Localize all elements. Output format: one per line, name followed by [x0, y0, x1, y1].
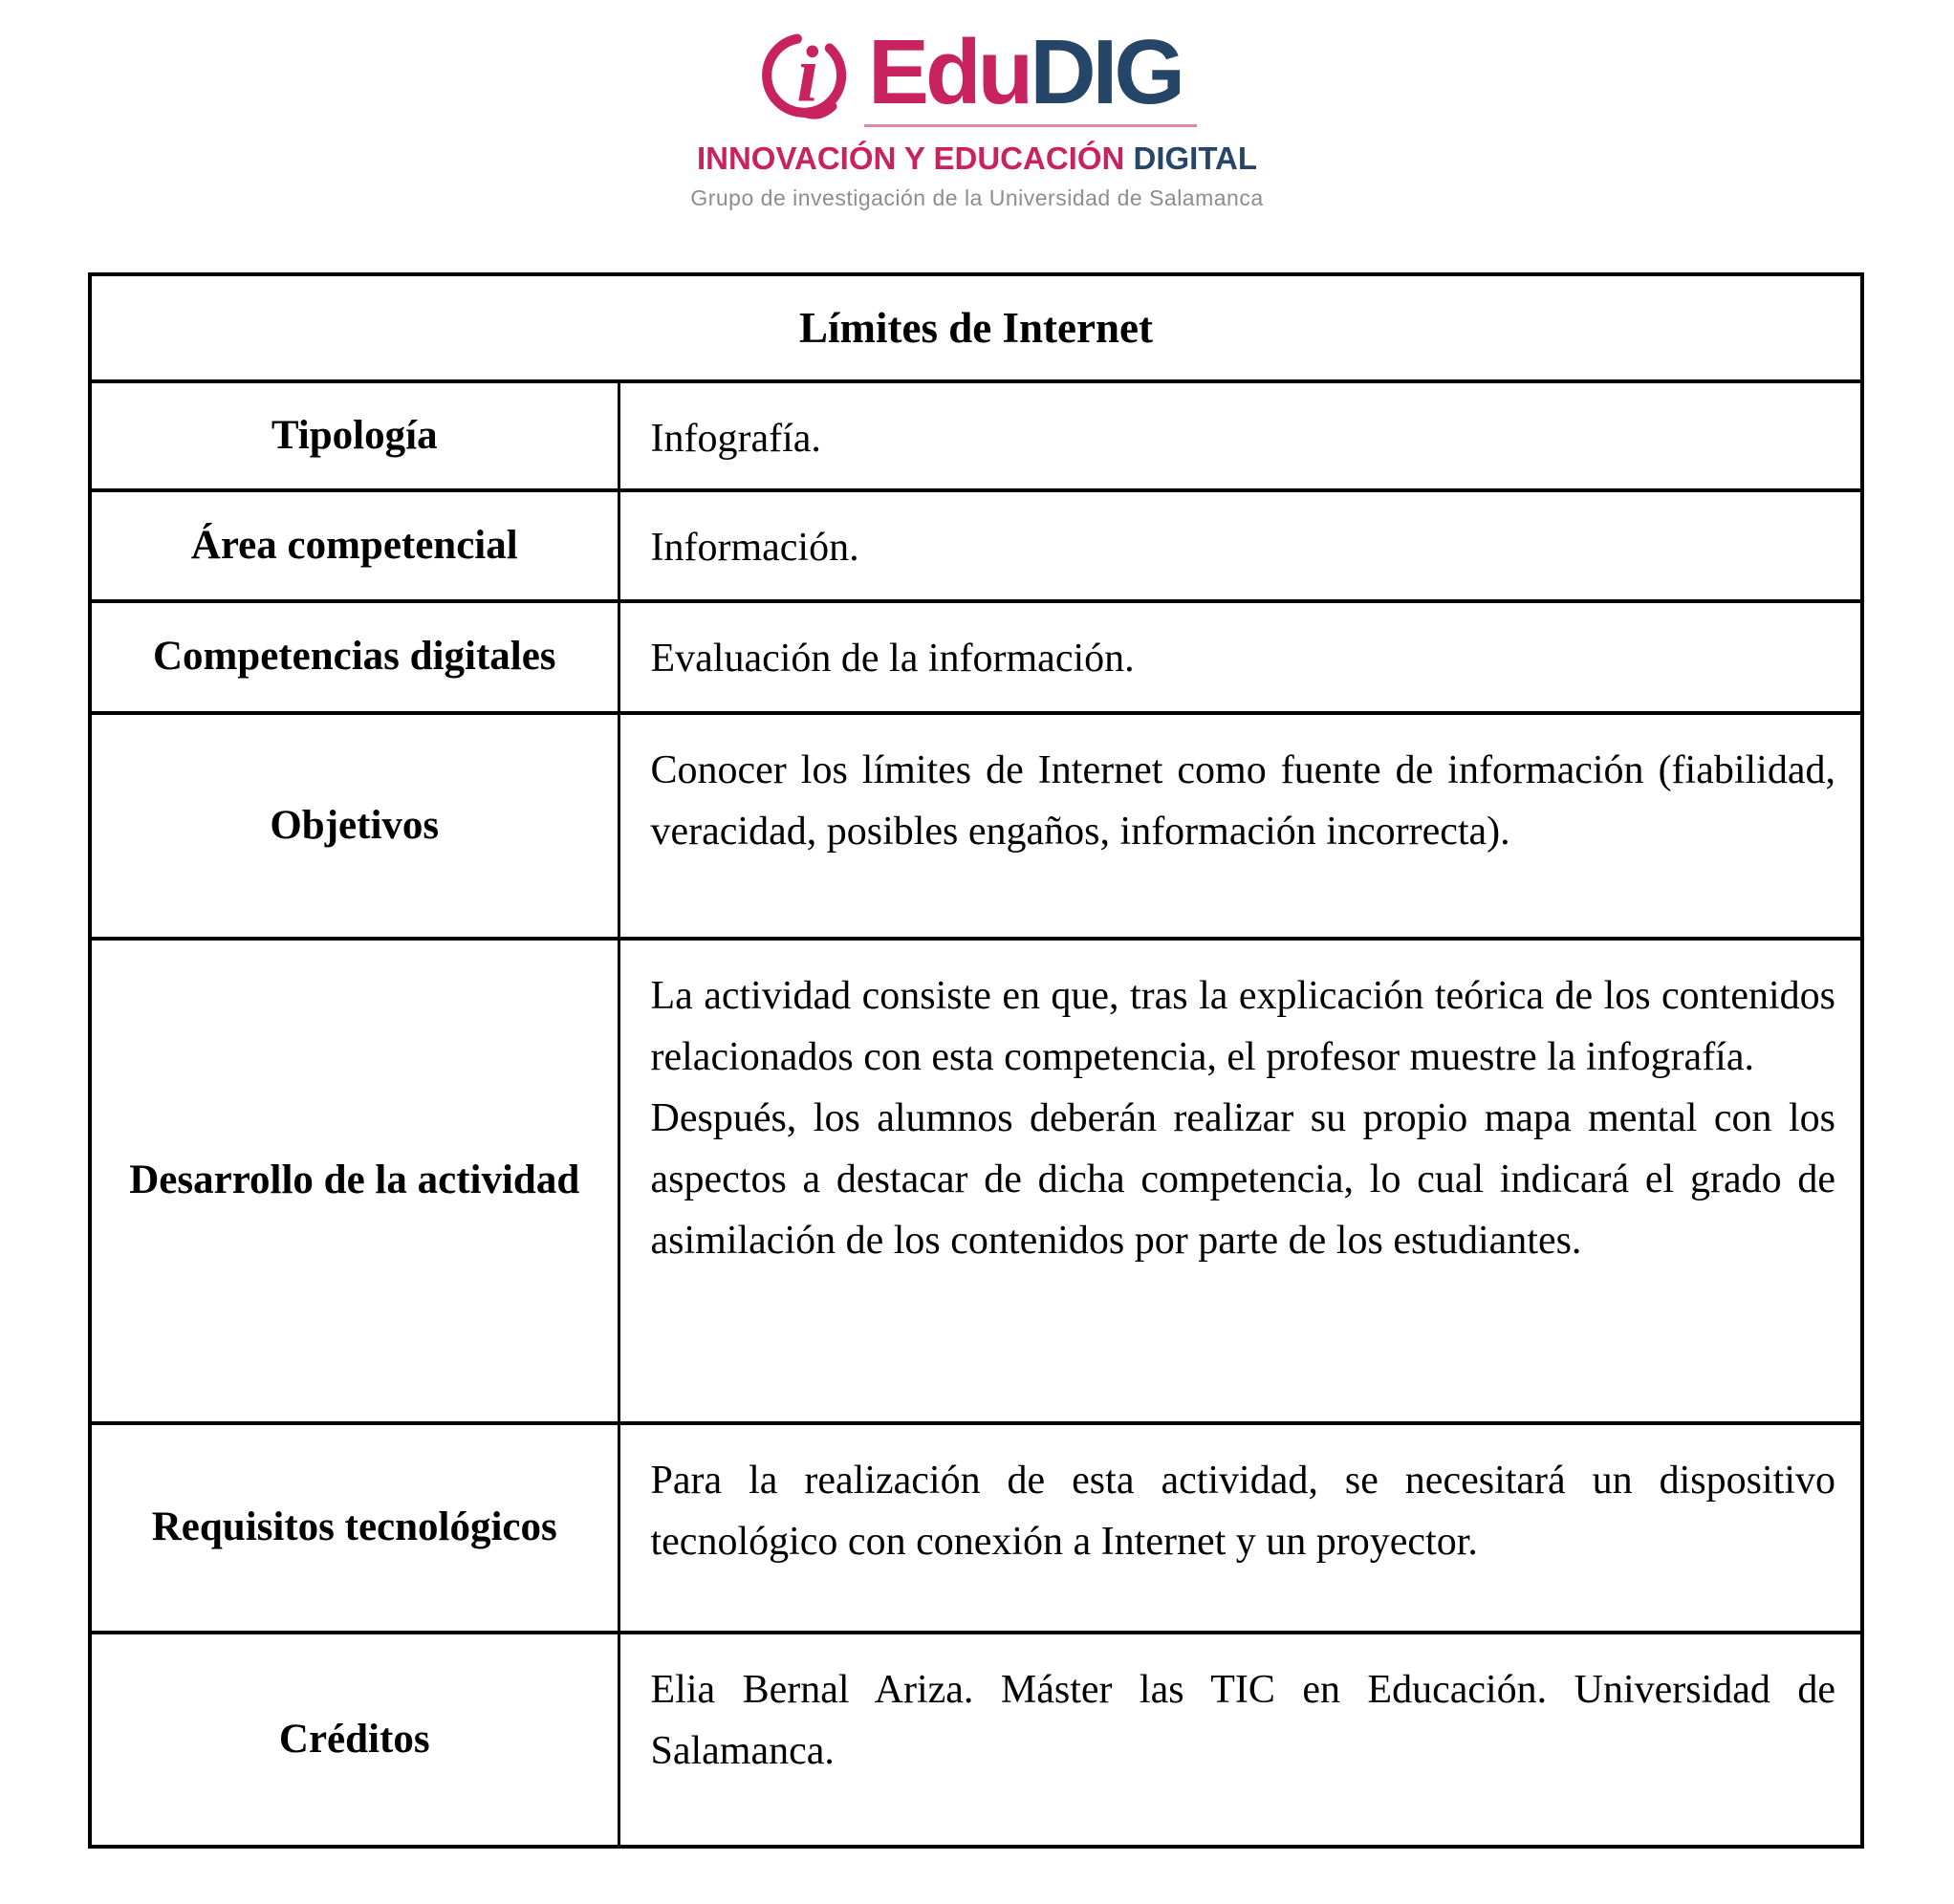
row-value: [619, 601, 1862, 713]
value-paragraph: Conocer los límites de Internet como fuente de información (fiabilidad, veracidad, posibles engaños, información incorrecta).: [650, 748, 1835, 854]
edudig-wordmark: [864, 21, 1197, 127]
value-paragraph: Información.: [650, 526, 859, 570]
wordmark-dig: DIG: [1030, 21, 1182, 123]
row-label: Requisitos tecnológicos: [90, 1423, 619, 1633]
value-paragraph: Para la realización de esta actividad, se necesitará un dispositivo tecnológico con conexión a Internet y un proyector.: [650, 1459, 1835, 1564]
tagline-innovacion: INNOVACIÓN Y EDUCACIÓN: [696, 141, 1125, 176]
value-paragraph: Infografía.: [650, 417, 821, 461]
row-label: Objetivos: [90, 713, 619, 939]
value-paragraph: La actividad consiste en que, tras la explicación teórica de los contenidos relacionados con esta competencia, el profesor muestre la infografía.: [650, 974, 1835, 1079]
activity-table: [88, 272, 1864, 1849]
row-desarrollo-actividad: [90, 939, 1862, 1423]
value-paragraph: Evaluación de la información.: [650, 637, 1135, 681]
row-value: [619, 713, 1862, 939]
row-label: Créditos: [90, 1633, 619, 1847]
row-value: [619, 490, 1862, 601]
value-paragraph: Después, los alumnos deberán realizar su propio mapa mental con los aspectos a destacar de dicha competencia, lo cual indicará el grado de asimilación de los contenidos por parte de los estudiantes.: [650, 1096, 1835, 1263]
row-objetivos: [90, 713, 1862, 939]
row-value: [619, 939, 1862, 1423]
row-label: Área competencial: [90, 490, 619, 601]
row-requisitos-tecnologicos: [90, 1423, 1862, 1633]
row-value: [619, 1633, 1862, 1847]
wordmark-edu: Edu: [868, 21, 1031, 123]
table-title: Límites de Internet: [90, 274, 1862, 381]
row-label: Tipología: [90, 381, 619, 490]
row-label: Desarrollo de la actividad: [90, 939, 619, 1423]
row-competencias-digitales: [90, 601, 1862, 713]
logo-group-line: Grupo de investigación de la Universidad de Salamanca: [690, 185, 1264, 210]
logo-tagline: [697, 141, 1257, 177]
svg-text:i: i: [796, 31, 819, 119]
value-paragraph: Elia Bernal Ariza. Máster las TIC en Educación. Universidad de Salamanca.: [650, 1668, 1835, 1773]
tagline-digital: DIGITAL: [1133, 141, 1258, 176]
edudig-logo: [0, 0, 1954, 211]
logo-top-row: [757, 21, 1197, 127]
row-creditos: [90, 1633, 1862, 1847]
row-area-competencial: [90, 490, 1862, 601]
row-label: Competencias digitales: [90, 601, 619, 713]
row-value: [619, 381, 1862, 490]
i-in-circle-icon: [757, 25, 855, 122]
table-title-row: [90, 274, 1862, 381]
row-tipologia: [90, 381, 1862, 490]
row-value: [619, 1423, 1862, 1633]
